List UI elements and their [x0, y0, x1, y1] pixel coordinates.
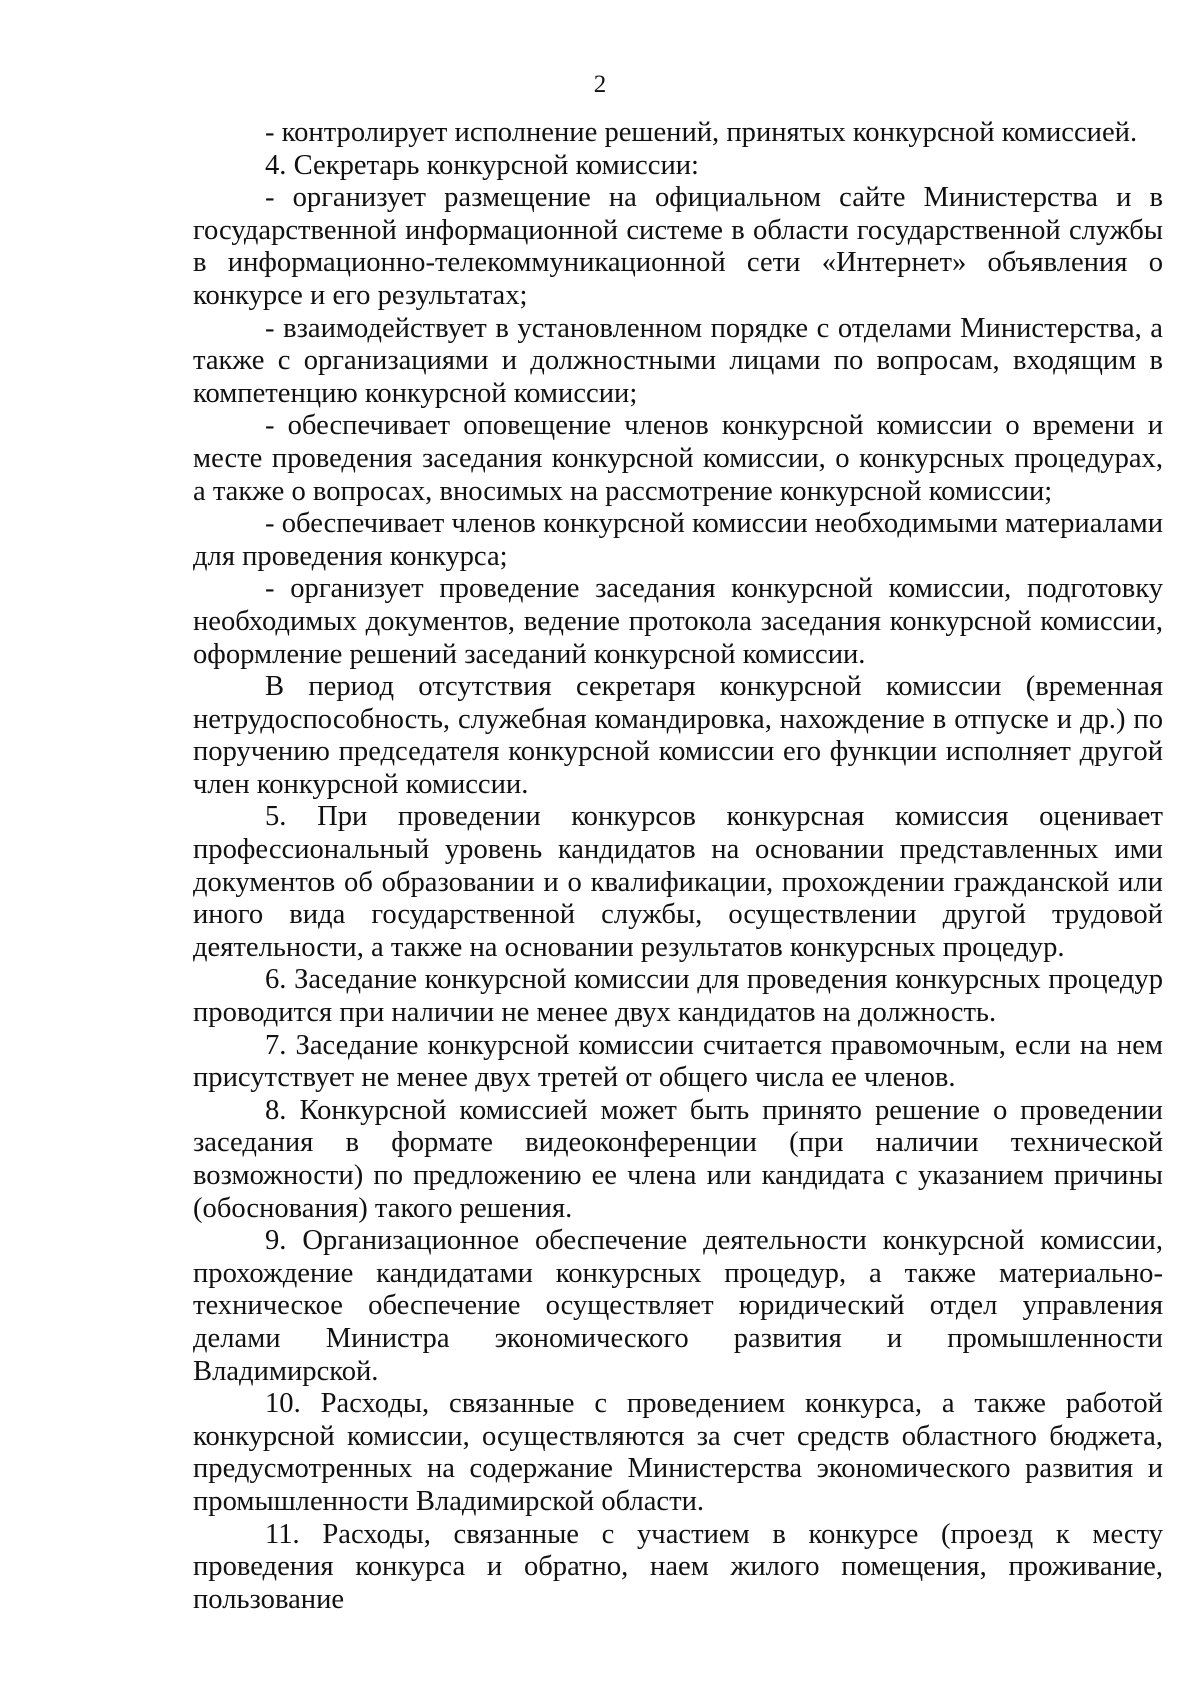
document-body: [193, 117, 1163, 1616]
paragraph: - организует размещение на официальном сайте Министерства и в государственной информационной системе в области государственной службы в информационно-телекоммуникационной сети «Интернет» объявления о конкурсе и его результатах;: [193, 182, 1163, 311]
paragraph: 5. При проведении конкурсов конкурсная комиссия оценивает профессиональный уровень кандидатов на основании представленных ими документов об образовании и о квалификации, прохождении гражданской или иного вида государственной службы, осуществлении другой трудовой деятельности, а также на основании результатов конкурсных процедур.: [193, 801, 1163, 963]
paragraph: 4. Секретарь конкурсной комиссии:: [265, 149, 699, 181]
paragraph: 10. Расходы, связанные с проведением конкурса, а также работой конкурсной комиссии, осуществляются за счет средств областного бюджета, предусмотренных на содержание Министерства экономического развития и промышленности Владимирской области.: [193, 1388, 1163, 1517]
page-number: 2: [593, 71, 607, 98]
paragraph: 11. Расходы, связанные с участием в конкурсе (проезд к месту проведения конкурса и обратно, наем жилого помещения, проживание, пользование: [193, 1518, 1163, 1615]
paragraph: 6. Заседание конкурсной комиссии для проведения конкурсных процедур проводится при наличии не менее двух кандидатов на должность.: [193, 964, 1163, 1029]
paragraph: - взаимодействует в установленном порядке с отделами Министерства, а также с организациями и должностными лицами по вопросам, входящим в компетенцию конкурсной комиссии;: [193, 312, 1163, 409]
paragraph: 8. Конкурсной комиссией может быть принято решение о проведении заседания в формате видеоконференции (при наличии технической возможности) по предложению ее члена или кандидата с указанием причины (обоснования) такого решения.: [193, 1094, 1163, 1224]
paragraph: - обеспечивает членов конкурсной комиссии необходимыми материалами для проведения конкурса;: [193, 508, 1163, 572]
paragraph: - организует проведение заседания конкурсной комиссии, подготовку необходимых документов, ведение протокола заседания конкурсной комиссии, оформление решений заседаний конкурсной комиссии.: [193, 573, 1163, 670]
paragraph: В период отсутствия секретаря конкурсной комиссии (временная нетрудоспособность, служебная командировка, нахождение в отпуске и др.) по поручению председателя конкурсной комиссии его функции исполняет другой член конкурсной комиссии.: [193, 671, 1163, 800]
paragraph: 9. Организационное обеспечение деятельности конкурсной комиссии, прохождение кандидатами конкурсных процедур, а также материально-техническое обеспечение осуществляет юридический отдел управления делами Министра экономического развития и промышленности Владимирской.: [193, 1225, 1163, 1387]
paragraph: 7. Заседание конкурсной комиссии считается правомочным, если на нем присутствует не менее двух третей от общего числа ее членов.: [193, 1029, 1163, 1094]
paragraph: - контролирует исполнение решений, принятых конкурсной комиссией.: [265, 117, 1138, 148]
paragraph: - обеспечивает оповещение членов конкурсной комиссии о времени и месте проведения заседания конкурсной комиссии, о конкурсных процедурах, а также о вопросах, вносимых на рассмотрение конкурсной комиссии;: [193, 410, 1163, 507]
